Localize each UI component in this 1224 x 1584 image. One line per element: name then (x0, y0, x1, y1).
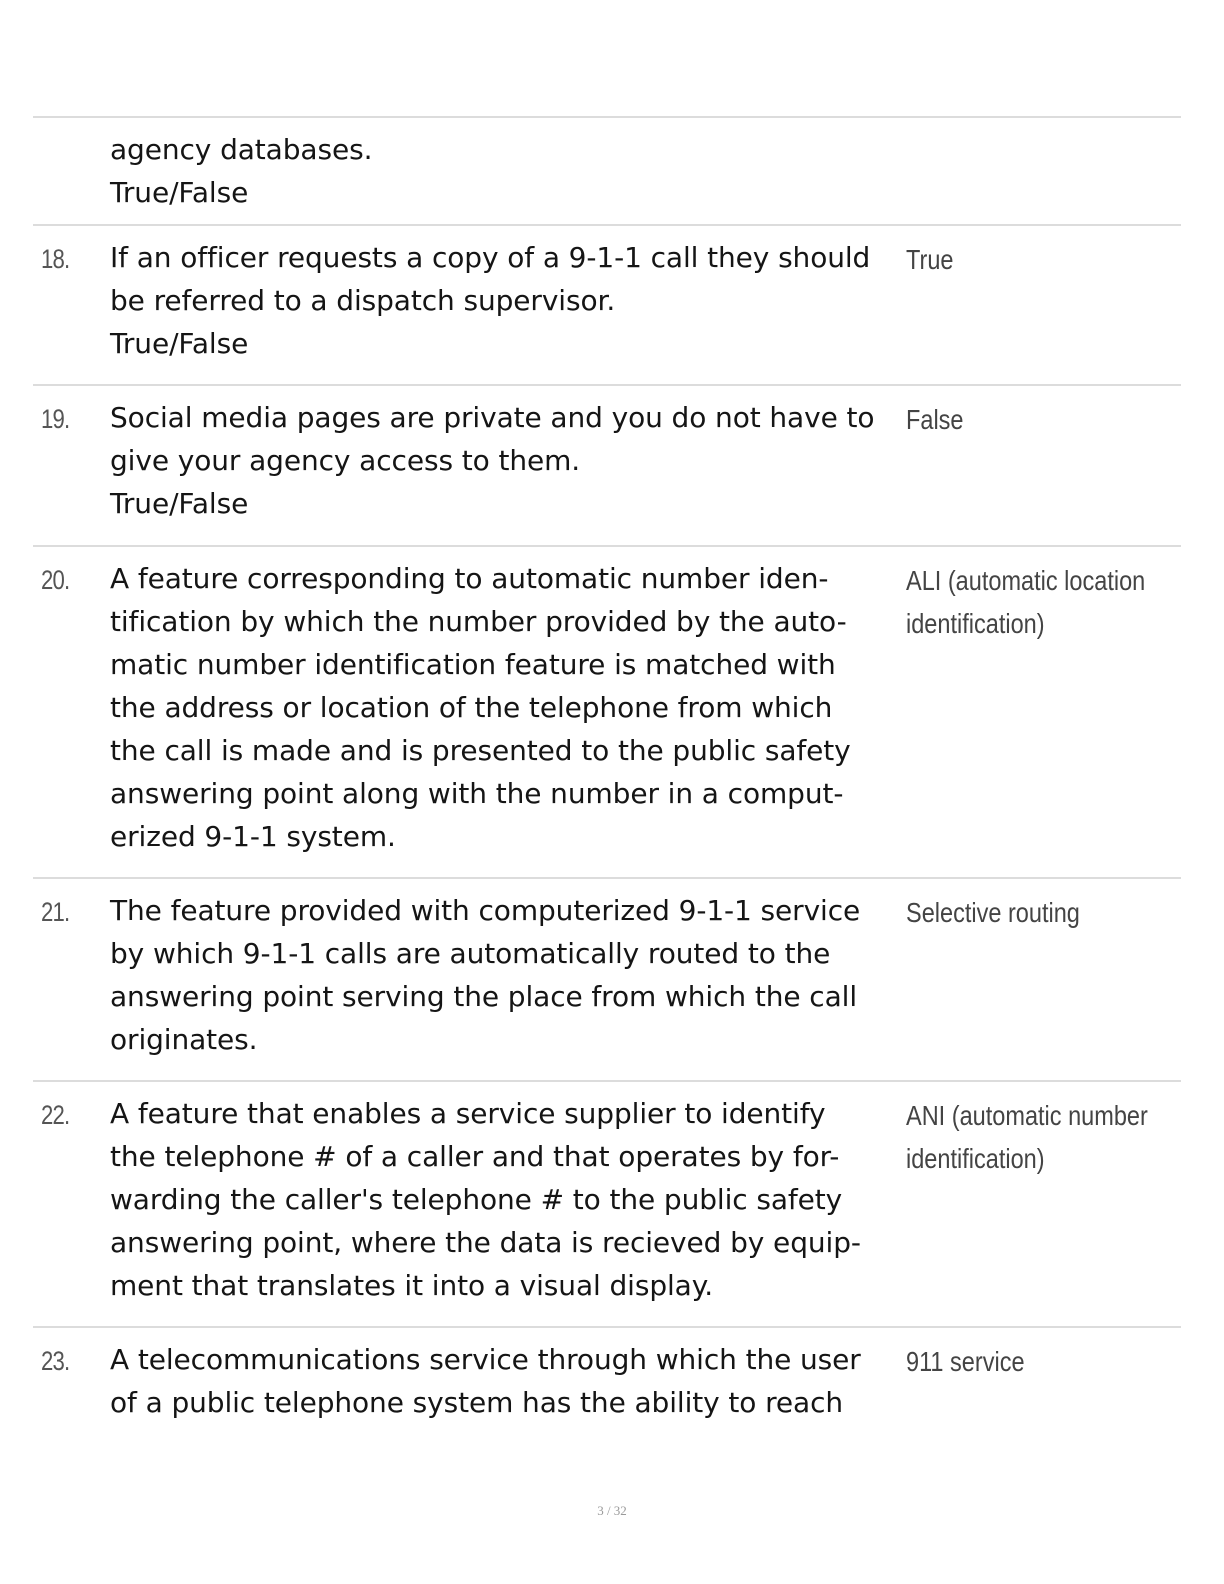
question-line: tification by which the number provided by the auto- (110, 605, 847, 638)
question-line: True/False (110, 487, 249, 520)
answer-text (906, 1340, 1137, 1383)
question-line: matic number identification feature is matched with (110, 648, 836, 681)
question-line: ment that translates it into a visual display. (110, 1269, 714, 1302)
question-line: the address or location of the telephone from which (110, 691, 833, 724)
question-line: the call is made and is presented to the public safety (110, 734, 851, 767)
flashcard-table (33, 116, 1181, 1446)
question-text (110, 557, 910, 858)
row-number: 22. (41, 1100, 70, 1130)
row-number: 23. (41, 1346, 70, 1376)
question-line: by which 9-1-1 calls are automatically routed to the (110, 937, 831, 970)
table-row (33, 545, 1181, 877)
answer-text (906, 1094, 1148, 1180)
question-line: The feature provided with computerized 9-1-1 service (110, 894, 861, 927)
row-number: 20. (41, 565, 70, 595)
answer-line: identification) (906, 608, 1045, 639)
question-line: answering point serving the place from which the call (110, 980, 858, 1013)
table-row (33, 116, 1181, 224)
answer-line: Selective routing (906, 897, 1080, 928)
answer-line: 911 service (906, 1346, 1025, 1377)
question-line: erized 9-1-1 system. (110, 820, 396, 853)
question-line: True/False (110, 176, 249, 209)
question-line: answering point along with the number in a comput- (110, 777, 844, 810)
question-text (110, 128, 910, 214)
answer-line: False (906, 404, 964, 435)
table-row (33, 1326, 1181, 1446)
row-number: 19. (41, 404, 70, 434)
question-line: Social media pages are private and you do not have to (110, 401, 875, 434)
row-number: 21. (41, 897, 70, 927)
table-row (33, 1080, 1181, 1326)
question-text (110, 1338, 910, 1424)
question-line: True/False (110, 327, 249, 360)
row-number: 18. (41, 244, 70, 274)
question-line: A feature that enables a service supplier to identify (110, 1097, 826, 1130)
question-line: be referred to a dispatch supervisor. (110, 284, 616, 317)
question-line: of a public telephone system has the ability to reach (110, 1386, 844, 1419)
table-row (33, 384, 1181, 545)
question-text (110, 396, 910, 525)
answer-text (906, 891, 1137, 934)
question-line: A telecommunications service through which the user (110, 1343, 861, 1376)
question-line: warding the caller's telephone # to the public safety (110, 1183, 843, 1216)
question-text (110, 889, 910, 1061)
answer-line: True (906, 244, 954, 275)
answer-text (906, 398, 1137, 441)
answer-text (906, 238, 1137, 281)
question-line: originates. (110, 1023, 258, 1056)
answer-line: ANI (automatic number (906, 1100, 1148, 1131)
question-text (110, 1092, 910, 1307)
question-line: the telephone # of a caller and that operates by for- (110, 1140, 840, 1173)
question-line: answering point, where the data is recieved by equip- (110, 1226, 861, 1259)
answer-text (906, 559, 1146, 645)
table-row (33, 877, 1181, 1080)
table-row (33, 224, 1181, 384)
page-indicator: 3 / 32 (597, 1503, 627, 1518)
question-line: If an officer requests a copy of a 9-1-1 call they should (110, 241, 871, 274)
answer-line: ALI (automatic location (906, 565, 1146, 596)
question-line: give your agency access to them. (110, 444, 581, 477)
question-line: agency databases. (110, 133, 373, 166)
question-text (110, 236, 910, 365)
answer-line: identification) (906, 1143, 1045, 1174)
question-line: A feature corresponding to automatic number iden- (110, 562, 829, 595)
